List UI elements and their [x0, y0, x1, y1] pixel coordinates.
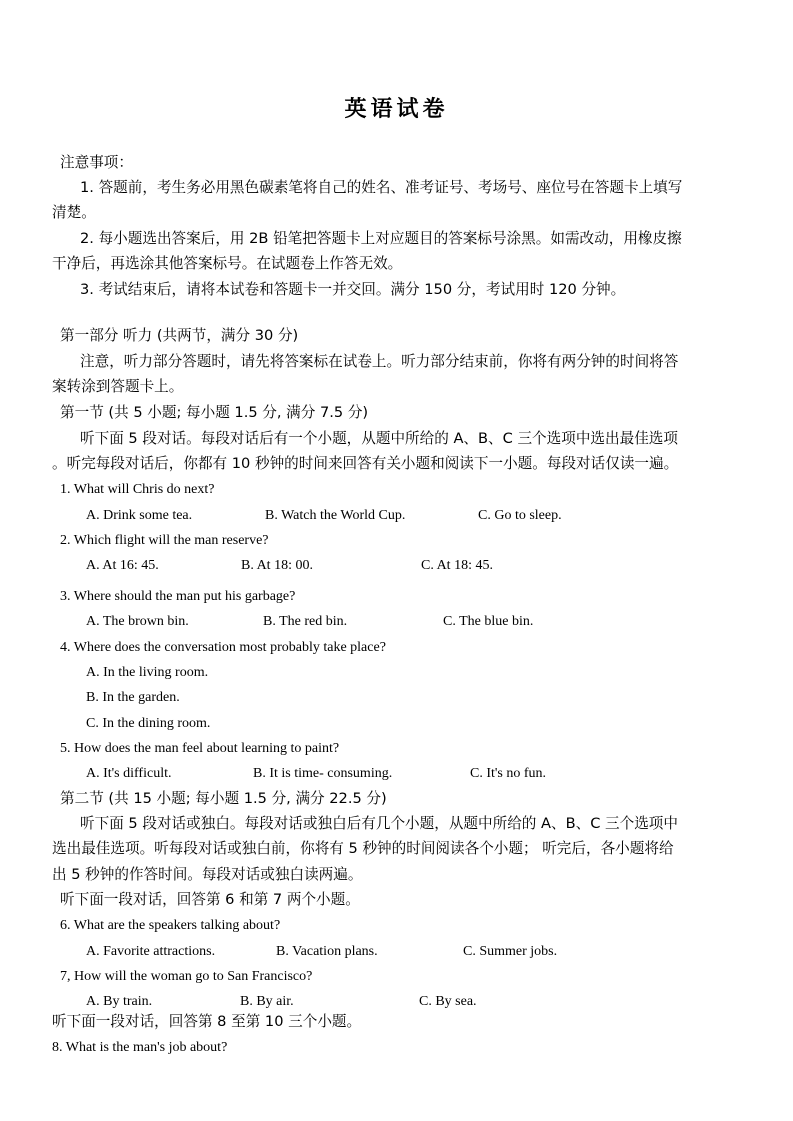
- section2-subinstruction-1: 听下面一段对话，回答第 6 和第 7 两个小题。: [60, 891, 360, 908]
- notice-heading: 注意事项：: [60, 154, 133, 171]
- question-8: 8. What is the man's job about?: [52, 1040, 228, 1055]
- q1-option-b: B. Watch the World Cup.: [265, 508, 406, 523]
- q1-option-a: A. Drink some tea.: [86, 508, 193, 523]
- q2-option-b: B. At 18: 00.: [241, 558, 313, 573]
- question-1: 1. What will Chris do next?: [60, 482, 215, 497]
- q5-option-c: C. It's no fun.: [470, 766, 547, 781]
- q2-option-a: A. At 16: 45.: [86, 558, 159, 573]
- notice-item-2: 2. 每小题选出答案后，用 2B 铅笔把答题卡上对应题目的答案标号涂黑。如需改动，用橡皮擦: [80, 230, 682, 247]
- section2-subinstruction-2: 听下面一段对话，回答第 8 至第 10 三个小题。: [52, 1013, 362, 1030]
- notice-item-2-cont: 干净后，再选涂其他答案标号。在试题卷上作答无效。: [52, 255, 403, 272]
- question-3: 3. Where should the man put his garbage?: [60, 589, 296, 604]
- q4-option-b: B. In the garden.: [86, 690, 180, 705]
- q3-option-b: B. The red bin.: [263, 614, 348, 629]
- question-4: 4. Where does the conversation most probably take place?: [60, 640, 386, 655]
- q7-option-c: C. By sea.: [419, 994, 477, 1009]
- part1-note-cont: 案转涂到答题卡上。: [52, 378, 184, 395]
- question-7: 7, How will the woman go to San Francisco?: [60, 969, 313, 984]
- q1-option-c: C. Go to sleep.: [478, 508, 562, 523]
- q3-option-a: A. The brown bin.: [86, 614, 189, 629]
- notice-item-1: 1. 答题前，考生务必用黑色碳素笔将自己的姓名、准考证号、考场号、座位号在答题卡上填写: [80, 179, 683, 196]
- q6-option-b: B. Vacation plans.: [276, 944, 378, 959]
- q7-option-a: A. By train.: [86, 994, 153, 1009]
- section1-instructions: 听下面 5 段对话。每段对话后有一个小题，从题中所给的 A、B、C 三个选项中选出最佳选项: [80, 430, 678, 447]
- notice-item-1-cont: 清楚。: [52, 204, 96, 221]
- part1-note: 注意，听力部分答题时，请先将答案标在试卷上。听力部分结束前，你将有两分钟的时间将答: [80, 353, 679, 370]
- q4-option-a: A. In the living room.: [86, 665, 209, 680]
- section1-instructions-cont: 。听完每段对话后，你都有 10 秒钟的时间来回答有关小题和阅读下一小题。每段对话仅读一遍。: [52, 455, 679, 472]
- q7-option-b: B. By air.: [240, 994, 294, 1009]
- section1-heading: 第一节 (共 5 小题; 每小题 1.5 分, 满分 7.5 分): [60, 404, 369, 421]
- q6-option-c: C. Summer jobs.: [463, 944, 558, 959]
- q5-option-a: A. It's difficult.: [86, 766, 172, 781]
- exam-title: 英语试卷: [344, 97, 449, 122]
- question-5: 5. How does the man feel about learning to paint?: [60, 741, 340, 756]
- notice-item-3: 3. 考试结束后，请将本试卷和答题卡一并交回。满分 150 分，考试用时 120 分钟。: [80, 281, 626, 298]
- section2-instructions-cont-1: 选出最佳选项。听每段对话或独白前，你将有 5 秒钟的时间阅读各个小题； 听完后，各小题将给: [52, 840, 674, 857]
- q6-option-a: A. Favorite attractions.: [86, 944, 216, 959]
- question-6: 6. What are the speakers talking about?: [60, 918, 281, 933]
- question-2: 2. Which flight will the man reserve?: [60, 533, 269, 548]
- q4-option-c: C. In the dining room.: [86, 716, 211, 731]
- q3-option-c: C. The blue bin.: [443, 614, 534, 629]
- q5-option-b: B. It is time- consuming.: [253, 766, 393, 781]
- part1-heading: 第一部分 听力 (共两节，满分 30 分): [60, 327, 299, 344]
- section2-instructions-cont-2: 出 5 秒钟的作答时间。每段对话或独白读两遍。: [52, 866, 363, 883]
- section2-instructions: 听下面 5 段对话或独白。每段对话或独白后有几个小题，从题中所给的 A、B、C 三个选项中: [80, 815, 678, 832]
- q2-option-c: C. At 18: 45.: [421, 558, 493, 573]
- section2-heading: 第二节 (共 15 小题; 每小题 1.5 分, 满分 22.5 分): [60, 790, 387, 807]
